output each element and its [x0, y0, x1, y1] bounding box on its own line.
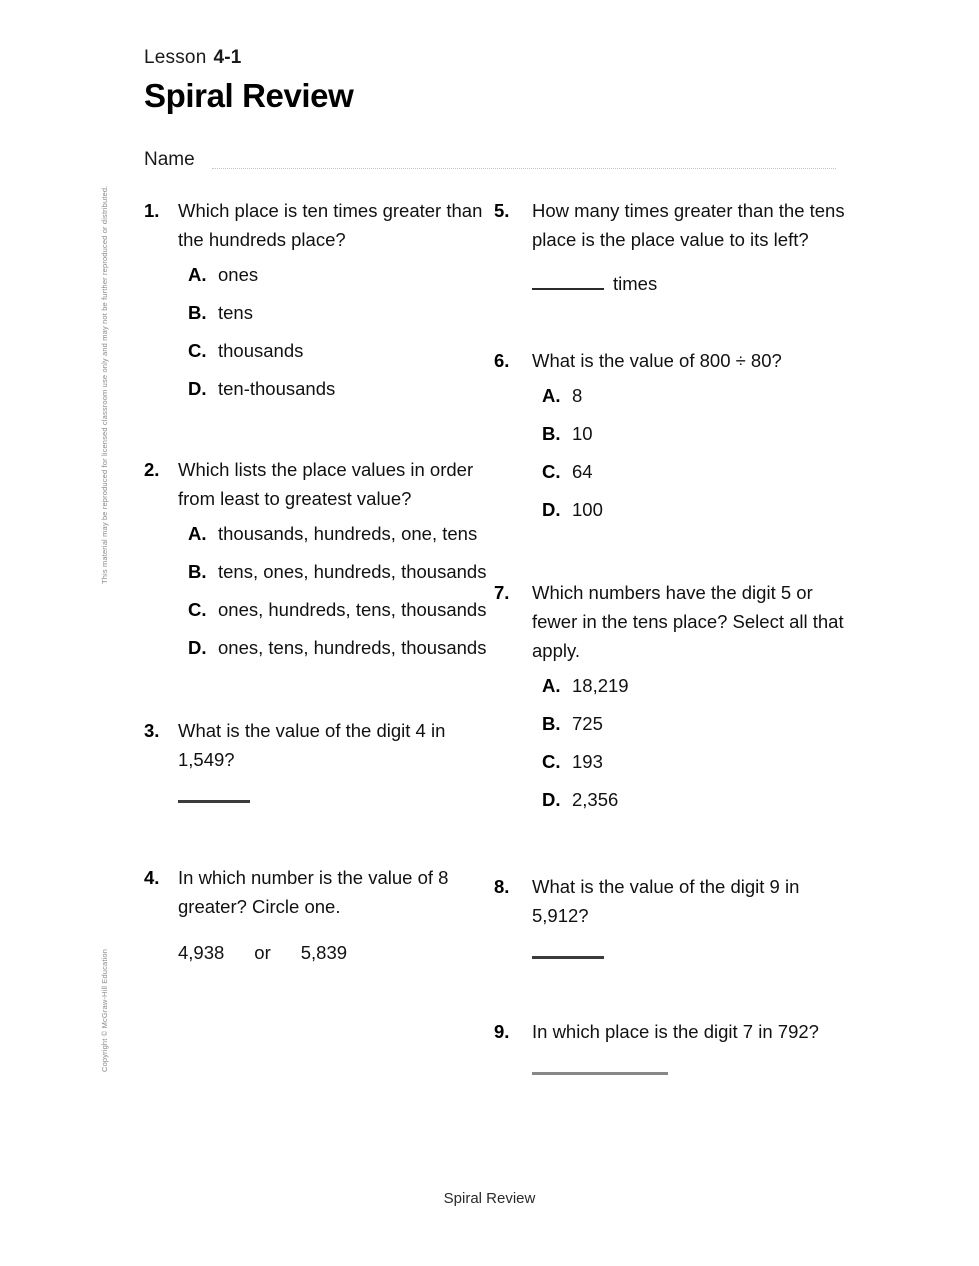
choice-option[interactable]: [532, 786, 854, 814]
right-question-column: [494, 196, 854, 1075]
reproduction-notice: This material may be reproduced for licensed classroom use only and may not be further reproduced or distributed.: [100, 185, 109, 584]
question-stem: Which lists the place values in order from least to greatest value?: [178, 459, 474, 509]
page-title: Spiral Review: [144, 77, 354, 114]
choice-text: ten-thousands: [218, 378, 336, 399]
choice-letter: C.: [188, 340, 207, 361]
choice-option[interactable]: [178, 375, 496, 403]
choice-text: ones: [218, 264, 259, 285]
choice-letter: A.: [542, 385, 561, 406]
page-header: [144, 46, 844, 116]
lesson-line: [144, 46, 844, 70]
question-3: [144, 716, 496, 803]
choice-text: ones, tens, hundreds, thousands: [218, 637, 487, 658]
choice-letter: C.: [542, 461, 561, 482]
choice-text: 2,356: [572, 789, 619, 810]
choice-letter: A.: [188, 264, 207, 285]
question-number: 2.: [144, 459, 160, 480]
question-stem: Which numbers have the digit 5 or fewer in the tens place? Select all that apply.: [532, 582, 844, 661]
choice-list: [178, 261, 496, 403]
choice-text: thousands: [218, 340, 304, 361]
choice-text: 725: [572, 713, 603, 734]
choice-option[interactable]: [532, 496, 854, 524]
choice-text: 193: [572, 751, 603, 772]
question-2: [144, 455, 496, 672]
question-stem: In which place is the digit 7 in 792?: [532, 1021, 819, 1042]
question-number: 5.: [494, 200, 510, 221]
question-number: 9.: [494, 1021, 510, 1042]
choice-option[interactable]: [178, 520, 496, 548]
page-footer: Spiral Review: [443, 1190, 536, 1207]
question-9: [494, 1017, 854, 1075]
question-5: [494, 196, 854, 296]
question-number: 8.: [494, 876, 510, 897]
choice-letter: A.: [188, 523, 207, 544]
question-stem: How many times greater than the tens place is the place value to its left?: [532, 200, 845, 250]
choice-list: [532, 382, 854, 524]
choice-option[interactable]: [178, 299, 496, 327]
choice-letter: B.: [542, 423, 561, 444]
question-number: 1.: [144, 200, 160, 221]
choice-text: ones, hundreds, tens, thousands: [218, 599, 487, 620]
choice-option[interactable]: [532, 748, 854, 776]
choice-option[interactable]: [178, 558, 496, 586]
choice-list: [532, 672, 854, 814]
lesson-label: Lesson: [144, 47, 207, 68]
choice-letter: D.: [188, 637, 207, 658]
question-number: 6.: [494, 350, 510, 371]
choice-text: tens, ones, hundreds, thousands: [218, 561, 487, 582]
name-label: Name: [144, 149, 195, 170]
choice-option[interactable]: [532, 710, 854, 738]
choice-option[interactable]: [532, 458, 854, 486]
lesson-number: 4-1: [213, 47, 242, 68]
answer-row: [532, 272, 854, 296]
question-number: 4.: [144, 867, 160, 888]
question-4: [144, 863, 496, 967]
question-stem: What is the value of the digit 4 in 1,549?: [178, 720, 446, 770]
answer-blank[interactable]: [532, 956, 604, 959]
choice-text: 10: [572, 423, 593, 444]
choice-letter: D.: [542, 789, 561, 810]
question-7: [494, 578, 854, 824]
name-field-row: [144, 148, 836, 172]
question-stem: What is the value of the digit 9 in 5,912?: [532, 876, 800, 926]
question-stem: What is the value of 800 ÷ 80?: [532, 350, 782, 371]
choice-letter: B.: [188, 302, 207, 323]
choice-option[interactable]: [178, 634, 496, 662]
circle-option-a[interactable]: 4,938: [178, 942, 225, 963]
choice-letter: A.: [542, 675, 561, 696]
question-number: 7.: [494, 582, 510, 603]
circle-option-b[interactable]: 5,839: [300, 942, 348, 963]
choice-letter: B.: [188, 561, 207, 582]
choice-option[interactable]: [178, 596, 496, 624]
question-stem: Which place is ten times greater than the hundreds place?: [178, 200, 483, 250]
choice-text: 100: [572, 499, 603, 520]
answer-blank[interactable]: [532, 288, 604, 290]
question-8: [494, 872, 854, 959]
choice-option[interactable]: [532, 382, 854, 410]
choice-option[interactable]: [178, 261, 496, 289]
circle-one-options: [178, 939, 496, 967]
choice-text: 8: [572, 385, 583, 406]
choice-option[interactable]: [532, 420, 854, 448]
choice-text: 64: [572, 461, 593, 482]
choice-letter: D.: [542, 499, 561, 520]
question-1: [144, 196, 496, 413]
choice-text: tens: [218, 302, 253, 323]
choice-list: [178, 520, 496, 662]
question-number: 3.: [144, 720, 160, 741]
answer-blank[interactable]: [532, 1072, 668, 1075]
choice-letter: B.: [542, 713, 561, 734]
choice-letter: D.: [188, 378, 207, 399]
choice-text: 18,219: [572, 675, 629, 696]
answer-unit-label: times: [613, 273, 658, 294]
choice-option[interactable]: [532, 672, 854, 700]
choice-letter: C.: [188, 599, 207, 620]
question-stem: In which number is the value of 8 greater? Circle one.: [178, 867, 449, 917]
question-6: [494, 346, 854, 534]
circle-conjunction: or: [254, 942, 271, 963]
left-question-column: [144, 196, 496, 967]
choice-option[interactable]: [178, 337, 496, 365]
name-input[interactable]: [212, 167, 836, 169]
answer-blank[interactable]: [178, 800, 250, 803]
choice-letter: C.: [542, 751, 561, 772]
copyright-notice: Copyright © McGraw-Hill Education: [100, 948, 109, 1072]
choice-text: thousands, hundreds, one, tens: [218, 523, 478, 544]
